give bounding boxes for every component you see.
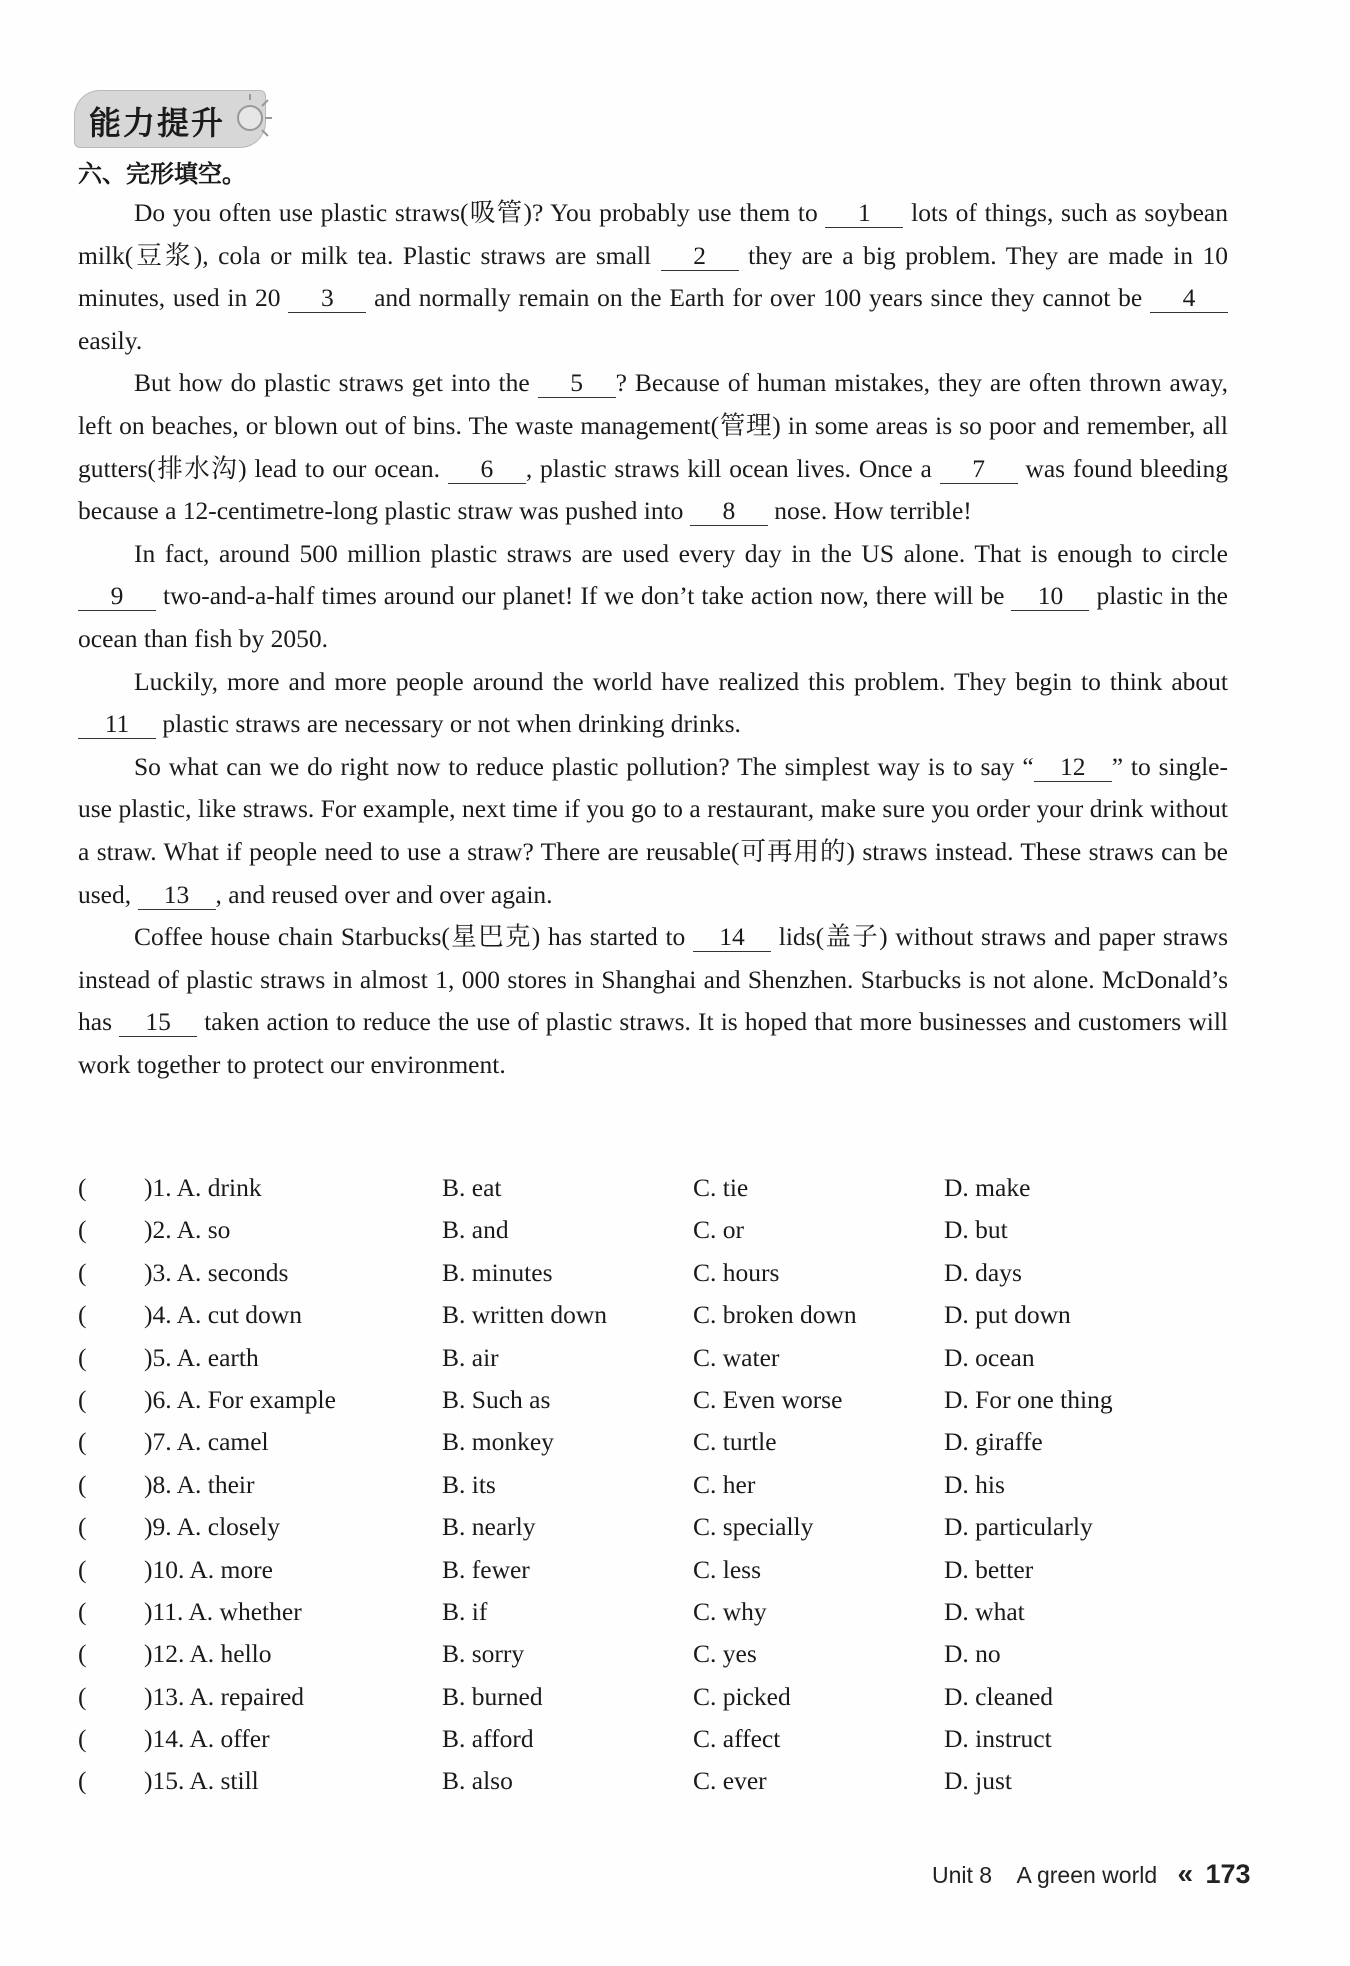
option-b: B. also — [442, 1766, 513, 1796]
question-row — [78, 1724, 1238, 1766]
section-banner-title: 能力提升 — [89, 104, 226, 142]
passage-paragraph — [78, 746, 1228, 916]
answer-blank: 8 — [690, 497, 768, 526]
answer-blank: 13 — [138, 881, 216, 910]
answer-paren[interactable]: ( — [78, 1300, 87, 1330]
passage-text: So what can we do right now to reduce plastic pollution? The simplest way is to say “ — [134, 751, 1034, 781]
answer-blank: 6 — [448, 455, 526, 484]
option-a: )13. A. repaired — [144, 1681, 305, 1711]
option-c: C. picked — [693, 1681, 791, 1711]
answer-paren[interactable]: ( — [78, 1469, 87, 1499]
answer-blank: 15 — [119, 1008, 197, 1037]
answer-blank: 14 — [693, 923, 771, 952]
option-a: )5. A. earth — [144, 1342, 259, 1372]
passage-text: Luckily, more and more people around the world have realized this problem. They begin to think about — [134, 666, 1228, 696]
option-a: )11. A. whether — [144, 1596, 302, 1626]
option-b: B. minutes — [442, 1257, 553, 1287]
option-b: B. eat — [442, 1173, 502, 1202]
question-row — [78, 1682, 1238, 1724]
passage-text: Do you often use plastic straws(吸管)? You probably use them to — [134, 198, 826, 227]
answer-blank: 10 — [1011, 582, 1089, 611]
passage-text: lids(盖子) without straws and paper straws instead of plastic straws in almost 1, 000 stores in Shanghai and Shenzhen. Starbucks is not alone. McDonald’s has — [78, 922, 1228, 1037]
answer-paren[interactable]: ( — [78, 1257, 87, 1287]
option-c: C. hours — [693, 1257, 780, 1287]
option-c: C. or — [693, 1215, 744, 1245]
option-a: )12. A. hello — [144, 1639, 272, 1669]
answer-paren[interactable]: ( — [78, 1724, 87, 1754]
passage-paragraph — [78, 916, 1228, 1086]
question-row — [78, 1512, 1238, 1554]
option-c: C. Even worse — [693, 1384, 843, 1414]
option-c: C. tie — [693, 1173, 749, 1202]
option-b: B. air — [442, 1342, 499, 1372]
option-d: D. just — [944, 1766, 1013, 1796]
passage-text: nose. How terrible! — [767, 496, 972, 526]
option-c: C. turtle — [693, 1427, 777, 1457]
answer-blank: 7 — [940, 455, 1018, 484]
option-a: )14. A. offer — [144, 1724, 270, 1754]
question-row — [78, 1639, 1238, 1681]
question-row — [78, 1300, 1238, 1342]
option-a: )1. A. drink — [144, 1173, 262, 1202]
answer-blank: 12 — [1034, 753, 1112, 782]
option-d: D. put down — [944, 1300, 1071, 1330]
option-b: B. fewer — [442, 1554, 530, 1584]
option-a: )15. A. still — [144, 1766, 259, 1796]
passage-text: they are a big problem. They are made in 10 minutes, used in 20 — [78, 240, 1229, 313]
option-d: D. but — [944, 1215, 1008, 1245]
option-d: D. no — [944, 1639, 1001, 1669]
answer-paren[interactable]: ( — [78, 1173, 87, 1202]
answer-paren[interactable]: ( — [78, 1596, 87, 1626]
passage-text: , plastic straws kill ocean lives. Once a — [525, 453, 940, 483]
option-c: C. water — [693, 1342, 780, 1372]
page-number: 173 — [1205, 1859, 1251, 1889]
answer-paren[interactable]: ( — [78, 1427, 87, 1457]
option-c: C. ever — [693, 1766, 767, 1796]
option-a: )3. A. seconds — [144, 1257, 289, 1287]
option-b: B. if — [442, 1596, 488, 1626]
answer-paren[interactable]: ( — [78, 1639, 87, 1669]
option-a: )10. A. more — [144, 1554, 273, 1584]
question-list — [78, 1173, 1238, 1809]
option-b: B. its — [442, 1469, 496, 1499]
option-b: B. afford — [442, 1724, 534, 1754]
answer-blank: 5 — [538, 369, 616, 398]
question-row — [78, 1258, 1238, 1300]
question-row — [78, 1470, 1238, 1512]
chevron-left-icon: « — [1177, 1858, 1194, 1889]
option-b: B. and — [442, 1215, 509, 1245]
page-footer — [932, 1858, 1251, 1890]
answer-blank: 9 — [78, 582, 156, 611]
lightbulb-icon — [232, 94, 272, 142]
passage-text: But how do plastic straws get into the — [134, 368, 538, 398]
option-d: D. instruct — [944, 1724, 1052, 1754]
option-d: D. ocean — [944, 1342, 1035, 1372]
passage-text: and normally remain on the Earth for over 100 years since they cannot be — [366, 283, 1151, 313]
answer-paren[interactable]: ( — [78, 1384, 87, 1414]
option-d: D. what — [944, 1596, 1025, 1626]
option-a: )8. A. their — [144, 1469, 255, 1499]
passage-text: two-and-a-half times around our planet! If we don’t take action now, there will be — [156, 581, 1012, 611]
question-row — [78, 1343, 1238, 1385]
answer-blank: 1 — [825, 199, 903, 228]
answer-blank: 3 — [288, 284, 366, 313]
option-c: C. yes — [693, 1639, 757, 1669]
answer-blank: 2 — [661, 242, 739, 271]
passage-text: easily. — [78, 325, 143, 355]
answer-paren[interactable]: ( — [78, 1681, 87, 1711]
cloze-passage — [78, 192, 1228, 1086]
answer-paren[interactable]: ( — [78, 1342, 87, 1372]
answer-paren[interactable]: ( — [78, 1554, 87, 1584]
option-c: C. her — [693, 1469, 756, 1499]
option-b: B. sorry — [442, 1639, 525, 1669]
passage-text: lots of things, such as soybean milk(豆浆), cola or milk tea. Plastic straws are small — [78, 198, 1228, 270]
option-c: C. affect — [693, 1724, 781, 1754]
question-row — [78, 1385, 1238, 1427]
option-c: C. why — [693, 1596, 767, 1626]
answer-blank: 4 — [1150, 284, 1228, 313]
passage-paragraph — [78, 192, 1228, 362]
option-d: D. days — [944, 1257, 1022, 1287]
option-d: D. For one thing — [944, 1384, 1113, 1414]
question-row — [78, 1766, 1238, 1808]
passage-text: , and reused over and over again. — [215, 879, 553, 909]
option-d: D. cleaned — [944, 1681, 1054, 1711]
task-title: 六、完形填空。 — [78, 160, 246, 188]
passage-text: In fact, around 500 million plastic straws are used every day in the US alone. That is enough to circle — [134, 538, 1228, 568]
option-a: )9. A. closely — [144, 1512, 280, 1542]
answer-paren[interactable]: ( — [78, 1512, 87, 1542]
question-row — [78, 1215, 1238, 1257]
passage-paragraph — [78, 661, 1228, 746]
option-c: C. specially — [693, 1512, 814, 1542]
option-d: D. make — [944, 1173, 1031, 1202]
passage-text: plastic straws are necessary or not when drinking drinks. — [156, 709, 741, 739]
question-row — [78, 1427, 1238, 1469]
option-c: C. less — [693, 1554, 762, 1584]
passage-text: plastic in the ocean than fish by 2050. — [78, 581, 1228, 653]
passage-text: Coffee house chain Starbucks(星巴克) has started to — [134, 922, 694, 952]
option-d: D. particularly — [944, 1512, 1093, 1542]
passage-text: taken action to reduce the use of plastic straws. It is hoped that more businesses and customers will work together to protect our environment. — [78, 1007, 1228, 1079]
question-row — [78, 1173, 1238, 1215]
option-b: B. nearly — [442, 1512, 536, 1542]
option-a: )6. A. For example — [144, 1384, 336, 1414]
option-a: )7. A. camel — [144, 1427, 269, 1457]
option-c: C. broken down — [693, 1300, 857, 1330]
answer-blank: 11 — [78, 710, 156, 739]
unit-label: Unit 8 — [932, 1862, 993, 1888]
option-b: B. written down — [442, 1300, 608, 1330]
option-d: D. giraffe — [944, 1427, 1043, 1457]
option-b: B. Such as — [442, 1384, 551, 1414]
passage-text: ? Because of human mistakes, they are often thrown away, left on beaches, or blown out of bins. The waste management(管理) in some areas is so poor and remember, all gutters(排水沟) lead to our ocean. — [78, 368, 1228, 483]
passage-paragraph — [78, 362, 1228, 532]
passage-text: ” to single-use plastic, like straws. For example, next time if you go to a restaurant, make sure you order your drink without a straw. What if people need to use a straw? There are reusable(可再用的) straws instead. These straws can be used, — [78, 751, 1228, 909]
option-b: B. monkey — [442, 1427, 554, 1457]
answer-paren[interactable]: ( — [78, 1215, 87, 1245]
passage-text: was found bleeding because a 12-centimetre-long plastic straw was pushed into — [78, 453, 1228, 526]
answer-paren[interactable]: ( — [78, 1766, 87, 1796]
option-d: D. better — [944, 1554, 1034, 1584]
passage-paragraph — [78, 533, 1228, 661]
question-row — [78, 1555, 1238, 1597]
unit-topic: A green world — [1016, 1862, 1158, 1888]
question-row — [78, 1597, 1238, 1639]
option-b: B. burned — [442, 1681, 543, 1711]
option-d: D. his — [944, 1469, 1005, 1499]
option-a: )2. A. so — [144, 1215, 231, 1245]
option-a: )4. A. cut down — [144, 1300, 302, 1330]
